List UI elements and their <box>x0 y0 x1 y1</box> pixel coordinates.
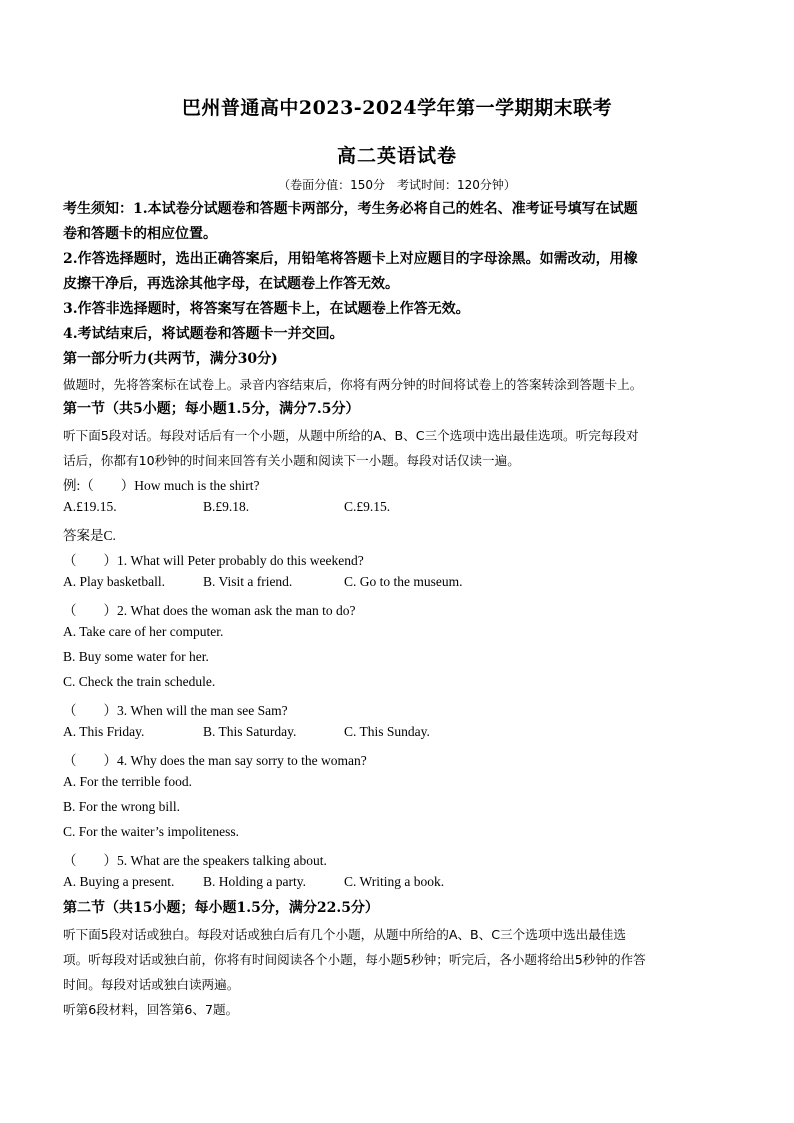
q5-option-a: A. Buying a present. <box>63 874 175 889</box>
section2-directions-1: 听下面5段对话或独白。每段对话或独白后有几个小题，从题中所给的A、B、C三个选项中选出最佳选 <box>63 927 626 942</box>
q3-option-c: C. This Sunday. <box>344 724 430 739</box>
notice-line-6: 4.考试结束后，将试题卷和答题卡一并交回。 <box>63 326 344 342</box>
q1-option-b: B. Visit a friend. <box>203 574 293 589</box>
question-4: （ ）4. Why does the man say sorry to the woman? <box>63 753 367 768</box>
section2-directions-4: 听第6段材料，回答第6、7题。 <box>63 1002 239 1017</box>
q4-option-a: A. For the terrible food. <box>63 774 192 789</box>
notice-line-3: 2.作答选择题时，选出正确答案后，用铅笔将答题卡上对应题目的字母涂黑。如需改动，用橡 <box>63 251 638 267</box>
q2-option-c: C. Check the train schedule. <box>63 674 216 689</box>
question-3: （ ）3. When will the man see Sam? <box>63 703 288 718</box>
question-5: （ ）5. What are the speakers talking about. <box>63 853 327 868</box>
question-1: （ ）1. What will Peter probably do this weekend? <box>63 553 364 568</box>
notice-line-2: 卷和答题卡的相应位置。 <box>63 226 217 242</box>
q5-option-b: B. Holding a party. <box>203 874 306 889</box>
exam-info: （卷面分值：150分 考试时间：120分钟） <box>278 178 516 192</box>
question-2: （ ）2. What does the woman ask the man to do? <box>63 603 356 618</box>
example-option-c: C.£9.15. <box>344 499 391 514</box>
q4-option-b: B. For the wrong bill. <box>63 799 180 814</box>
section2-heading: 第二节（共15小题；每小题1.5分，满分22.5分） <box>63 900 379 916</box>
q2-option-b: B. Buy some water for her. <box>63 649 209 664</box>
q3-option-b: B. This Saturday. <box>203 724 297 739</box>
q5-option-c: C. Writing a book. <box>344 874 445 889</box>
exam-title: 巴州普通高中2023-2024学年第一学期期末联考 <box>181 97 613 119</box>
section2-directions-2: 项。听每段对话或独白前，你将有时间阅读各个小题，每小题5秒钟；听完后，各小题将给出5秒钟的作答 <box>63 952 646 967</box>
q1-option-c: C. Go to the museum. <box>344 574 463 589</box>
example-option-a: A.£19.15. <box>63 499 117 514</box>
notice-line-1: 考生须知：1.本试卷分试题卷和答题卡两部分，考生务必将自己的姓名、准考证号填写在试题 <box>63 201 638 217</box>
q1-option-a: A. Play basketball. <box>63 574 165 589</box>
q3-option-a: A. This Friday. <box>63 724 145 739</box>
notice-line-4: 皮擦干净后，再选涂其他字母，在试题卷上作答无效。 <box>63 276 399 292</box>
example-option-b: B.£9.18. <box>203 499 250 514</box>
part1-intro: 做题时，先将答案标在试卷上。录音内容结束后，你将有两分钟的时间将试卷上的答案转涂到答题卡上。 <box>63 377 643 392</box>
section2-directions-3: 时间。每段对话或独白读两遍。 <box>63 977 240 992</box>
q2-option-a: A. Take care of her computer. <box>63 624 224 639</box>
q4-option-c: C. For the waiter’s impoliteness. <box>63 824 239 839</box>
section1-heading: 第一节（共5小题；每小题1.5分，满分7.5分） <box>63 401 360 417</box>
section1-directions-2: 话后，你都有10秒钟的时间来回答有关小题和阅读下一小题。每段对话仅读一遍。 <box>63 453 520 468</box>
section1-directions-1: 听下面5段对话。每段对话后有一个小题，从题中所给的A、B、C三个选项中选出最佳选项。听完每段对 <box>63 428 639 443</box>
notice-line-5: 3.作答非选择题时，将答案写在答题卡上，在试题卷上作答无效。 <box>63 301 470 317</box>
part1-heading: 第一部分听力(共两节，满分30分) <box>63 351 278 367</box>
example-answer: 答案是C. <box>63 528 116 543</box>
exam-subject-title: 高二英语试卷 <box>336 145 457 167</box>
example-question: 例:（ ）How much is the shirt? <box>63 478 260 493</box>
